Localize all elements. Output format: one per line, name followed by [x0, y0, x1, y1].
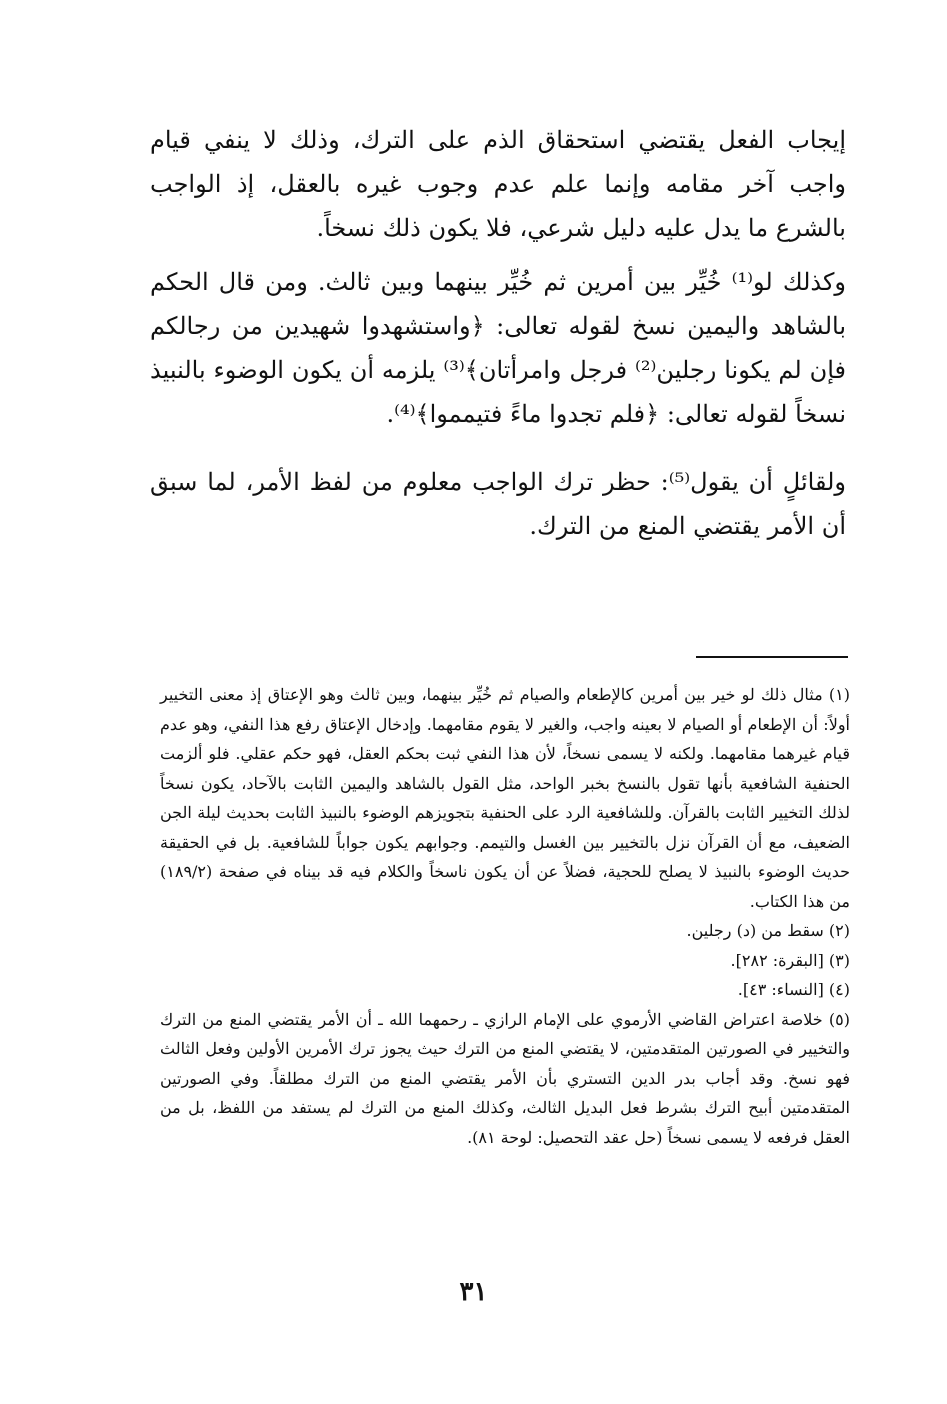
footnote-2: (٢) سقط من (د) رجلين.	[686, 921, 850, 940]
footnote-separator	[696, 656, 848, 658]
main-text	[150, 118, 846, 548]
paragraph-3: ولقائلٍ أن يقول⁽⁵⁾: حظر ترك الواجب معلوم من لفظ الأمر، لما سبق أن الأمر يقتضي المنع من الترك.	[150, 468, 847, 540]
footnote-3: (٣) [البقرة: ٢٨٢].	[730, 950, 850, 970]
paragraph-2: وكذلك لو⁽¹⁾ خُيِّر بين أمرين ثم خُيِّر بينهما وبين ثالث. ومن قال الحكم بالشاهد واليمين نسخ لقوله تعالى: ﴿واستشهدوا شهيدين من رجالكم فإن لم يكونا رجلين⁽²⁾ فرجل وامرأتان﴾⁽³⁾ يلزمه أن يكون الوضوء بالنبيذ نسخاً لقوله تعالى: ﴿فلم تجدوا ماءً فتيمموا﴾⁽⁴⁾.	[150, 268, 847, 428]
footnote-4: (٤) [النساء: ٤٣].	[737, 980, 850, 999]
footnotes	[160, 680, 850, 1152]
page-number: ٣١	[459, 1277, 488, 1307]
paragraph-1: إيجاب الفعل يقتضي استحقاق الذم على الترك، وذلك لا ينفي قيام واجب آخر مقامه وإنما علم عدم وجوب غيره بالعقل، إذ الواجب بالشرع ما يدل عليه دليل شرعي، فلا يكون ذلك نسخاً.	[150, 126, 846, 242]
footnote-1: (١) مثال ذلك لو خير بين أمرين كالإطعام والصيام ثم خُيِّر بينهما، وبين ثالث وهو الإعتاق إذ معنى التخيير أولاً: أن الإطعام أو الصيام لا بعينه واجب، والغير لا يقوم مقامهما. وإدخال الإعتاق رفع هذا النفي، وهو عدم قيام غيرهما مقامهما. ولكنه لا يسمى نسخاً، لأن هذا النفي ثبت بحكم العقل، فهو حكم عقلي. فلو ألزمت الحنفية الشافعية بأنها تقول بالنسخ بخبر الواحد، مثل القول بالشاهد واليمين الثابت بالآحاد، يكون نسخاً لذلك التخيير الثابت بالقرآن. وللشافعية الرد على الحنفية بتجويزهم الوضوء بالنبيذ الثابت بحديث ليلة الجن الضعيف، مع أن القرآن نزل بالتخيير بين الغسل والتيمم. وجوابهم يكون جواباً للشافعية. بل في الحقيقة حديث الوضوء بالنبيذ لا يصلح للحجية، فضلاً عن أن يكون ناسخاً والكلام فيه قد بيناه في صفحة (١٨٩/٢) من هذا الكتاب.	[160, 685, 850, 911]
footnote-5: (٥) خلاصة اعتراض القاضي الأرموي على الإمام الرازي ـ رحمهما الله ـ أن الأمر يقتضي المنع من الترك والتخيير في الصورتين المتقدمتين، لا يقتضي المنع من الترك حيث يجوز ترك الأمرين الأولين وفعل الثالث فهو نسخ. وقد أجاب بدر الدين التستري بأن الأمر يقتضي المنع من الترك مطلقاً. وفي الصورتين المتقدمتين أبيح الترك بشرط فعل البديل الثالث، وكذلك المنع من الترك لم يستفد من اللفظ، بل من العقل فرفعه لا يسمى نسخاً (حل عقد التحصيل: لوحة ٨١).	[160, 1009, 850, 1147]
